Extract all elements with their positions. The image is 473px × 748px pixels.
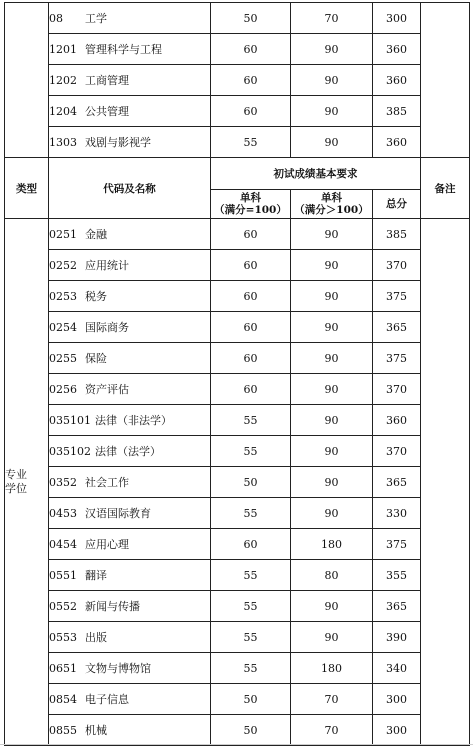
total-score: 330: [373, 498, 421, 529]
single-score-100: 55: [211, 127, 291, 158]
single-score-over-100: 180: [291, 653, 373, 684]
major-name: 工学: [85, 12, 107, 25]
code-name-cell: [49, 250, 211, 281]
header-row: [5, 158, 470, 190]
major-name: 出版: [85, 631, 107, 644]
single-score-100: 55: [211, 498, 291, 529]
major-code: 1201: [49, 43, 77, 56]
total-score: 340: [373, 653, 421, 684]
single-score-over-100: 90: [291, 312, 373, 343]
single-score-over-100: 90: [291, 65, 373, 96]
header-type: 类型: [5, 158, 49, 219]
table-row: [5, 3, 470, 34]
top-section: [5, 3, 470, 158]
header-single-100: [211, 190, 291, 219]
total-score: 365: [373, 467, 421, 498]
header-single-over-100-line1: 单科: [321, 192, 342, 204]
single-score-100: 60: [211, 343, 291, 374]
code-name-cell: [49, 312, 211, 343]
single-score-100: 55: [211, 653, 291, 684]
code-name-cell: [49, 3, 211, 34]
single-score-100: 60: [211, 34, 291, 65]
code-name-cell: [49, 498, 211, 529]
single-score-100: 50: [211, 684, 291, 715]
total-score: 365: [373, 591, 421, 622]
major-code: 0253: [49, 290, 77, 303]
major-name: 戏剧与影视学: [85, 136, 151, 149]
single-score-over-100: 90: [291, 343, 373, 374]
major-code: 0551: [49, 569, 77, 582]
total-score: 375: [373, 529, 421, 560]
category-cell-empty: [5, 3, 49, 158]
code-name-cell: [49, 127, 211, 158]
table-row: [5, 281, 470, 312]
table-row: [5, 312, 470, 343]
total-score: 370: [373, 250, 421, 281]
code-name-cell: [49, 281, 211, 312]
single-score-100: 60: [211, 281, 291, 312]
major-code: 08: [49, 12, 63, 25]
table-row: [5, 684, 470, 715]
professional-degree-section: [5, 219, 470, 746]
single-score-100: 60: [211, 312, 291, 343]
total-score: 385: [373, 96, 421, 127]
single-score-over-100: 90: [291, 281, 373, 312]
single-score-100: 50: [211, 3, 291, 34]
total-score: 375: [373, 343, 421, 374]
single-score-over-100: 90: [291, 436, 373, 467]
major-name: 公共管理: [85, 105, 129, 118]
header-section: [5, 158, 470, 219]
major-name: 金融: [85, 228, 107, 241]
single-score-100: 50: [211, 467, 291, 498]
major-code: 0352: [49, 476, 77, 489]
header-single-over-100: [291, 190, 373, 219]
code-name-cell: [49, 374, 211, 405]
total-score: 360: [373, 405, 421, 436]
table-row: [5, 653, 470, 684]
code-name-cell: [49, 405, 211, 436]
major-name: 税务: [85, 290, 107, 303]
major-code: 035101: [49, 414, 91, 427]
table-row: [5, 219, 470, 250]
category-cell: [5, 219, 49, 746]
major-code: 0855: [49, 724, 77, 737]
single-score-over-100: 90: [291, 405, 373, 436]
remarks-cell: [421, 3, 470, 158]
table-row: [5, 436, 470, 467]
total-score: 375: [373, 281, 421, 312]
major-name: 资产评估: [85, 383, 129, 396]
total-score: 390: [373, 622, 421, 653]
single-score-100: 50: [211, 715, 291, 746]
page-edge-divider: [0, 744, 473, 745]
single-score-over-100: 90: [291, 96, 373, 127]
major-name: 文物与博物馆: [85, 662, 151, 675]
single-score-100: 55: [211, 622, 291, 653]
single-score-100: 55: [211, 560, 291, 591]
single-score-over-100: 70: [291, 684, 373, 715]
major-code: 1202: [49, 74, 77, 87]
major-code: 1204: [49, 105, 77, 118]
total-score: 370: [373, 374, 421, 405]
major-name: 应用统计: [85, 259, 129, 272]
code-name-cell: [49, 591, 211, 622]
major-name: 工商管理: [85, 74, 129, 87]
total-score: 360: [373, 34, 421, 65]
header-total: 总分: [373, 190, 421, 219]
table-row: [5, 467, 470, 498]
major-name: 保险: [85, 352, 107, 365]
total-score: 300: [373, 3, 421, 34]
single-score-over-100: 180: [291, 529, 373, 560]
major-name: 汉语国际教育: [85, 507, 151, 520]
single-score-100: 60: [211, 250, 291, 281]
header-single-100-line2: （满分=100）: [214, 204, 287, 216]
table-row: [5, 591, 470, 622]
single-score-over-100: 90: [291, 219, 373, 250]
code-name-cell: [49, 343, 211, 374]
table-row: [5, 622, 470, 653]
single-score-over-100: 90: [291, 374, 373, 405]
single-score-100: 55: [211, 591, 291, 622]
major-name: 应用心理: [85, 538, 129, 551]
table-row: [5, 343, 470, 374]
major-code: 0254: [49, 321, 77, 334]
single-score-100: 55: [211, 405, 291, 436]
major-code: 0454: [49, 538, 77, 551]
table-row: [5, 715, 470, 746]
table-row: [5, 250, 470, 281]
single-score-100: 60: [211, 374, 291, 405]
header-score-group: 初试成绩基本要求: [211, 158, 421, 190]
total-score: 300: [373, 715, 421, 746]
category-label-line2: 学位: [5, 482, 27, 495]
major-code: 0553: [49, 631, 77, 644]
category-label-line1: 专业: [5, 468, 27, 481]
code-name-cell: [49, 560, 211, 591]
single-score-over-100: 90: [291, 622, 373, 653]
table-row: [5, 65, 470, 96]
single-score-over-100: 90: [291, 127, 373, 158]
code-name-cell: [49, 622, 211, 653]
header-remarks: 备注: [421, 158, 470, 219]
total-score: 360: [373, 65, 421, 96]
major-name: 管理科学与工程: [85, 43, 162, 56]
major-code: 035102: [49, 445, 91, 458]
total-score: 360: [373, 127, 421, 158]
major-code: 0552: [49, 600, 77, 613]
header-code-name: 代码及名称: [49, 158, 211, 219]
total-score: 365: [373, 312, 421, 343]
total-score: 355: [373, 560, 421, 591]
major-code: 0651: [49, 662, 77, 675]
code-name-cell: [49, 65, 211, 96]
single-score-100: 60: [211, 529, 291, 560]
code-name-cell: [49, 467, 211, 498]
table-row: [5, 560, 470, 591]
table-row: [5, 529, 470, 560]
code-name-cell: [49, 436, 211, 467]
header-single-100-line1: 单科: [240, 192, 261, 204]
major-name: 机械: [85, 724, 107, 737]
single-score-over-100: 90: [291, 591, 373, 622]
code-name-cell: [49, 34, 211, 65]
major-name: 社会工作: [85, 476, 129, 489]
major-code: 0854: [49, 693, 77, 706]
major-name: 新闻与传播: [85, 600, 140, 613]
code-name-cell: [49, 96, 211, 127]
code-name-cell: [49, 529, 211, 560]
table-row: [5, 96, 470, 127]
table-row: [5, 374, 470, 405]
single-score-over-100: 90: [291, 498, 373, 529]
single-score-100: 60: [211, 65, 291, 96]
single-score-100: 60: [211, 219, 291, 250]
code-name-cell: [49, 219, 211, 250]
single-score-over-100: 90: [291, 34, 373, 65]
single-score-over-100: 90: [291, 250, 373, 281]
remarks-cell: [421, 219, 470, 746]
score-requirements-table: [4, 2, 470, 746]
major-code: 0255: [49, 352, 77, 365]
major-code: 0256: [49, 383, 77, 396]
major-code: 0252: [49, 259, 77, 272]
table-row: [5, 127, 470, 158]
code-name-cell: [49, 684, 211, 715]
major-name: 翻译: [85, 569, 107, 582]
code-name-cell: [49, 653, 211, 684]
single-score-100: 55: [211, 436, 291, 467]
major-name: 国际商务: [85, 321, 129, 334]
table-row: [5, 34, 470, 65]
single-score-100: 60: [211, 96, 291, 127]
code-name-cell: [49, 715, 211, 746]
major-name: 法律（法学）: [95, 445, 161, 458]
single-score-over-100: 90: [291, 467, 373, 498]
major-name: 法律（非法学）: [95, 414, 172, 427]
single-score-over-100: 70: [291, 715, 373, 746]
table-row: [5, 498, 470, 529]
total-score: 370: [373, 436, 421, 467]
single-score-over-100: 70: [291, 3, 373, 34]
major-name: 电子信息: [85, 693, 129, 706]
table-row: [5, 405, 470, 436]
header-single-over-100-line2: （满分＞100）: [294, 204, 369, 216]
total-score: 385: [373, 219, 421, 250]
major-code: 0251: [49, 228, 77, 241]
single-score-over-100: 80: [291, 560, 373, 591]
total-score: 300: [373, 684, 421, 715]
major-code: 1303: [49, 136, 77, 149]
major-code: 0453: [49, 507, 77, 520]
